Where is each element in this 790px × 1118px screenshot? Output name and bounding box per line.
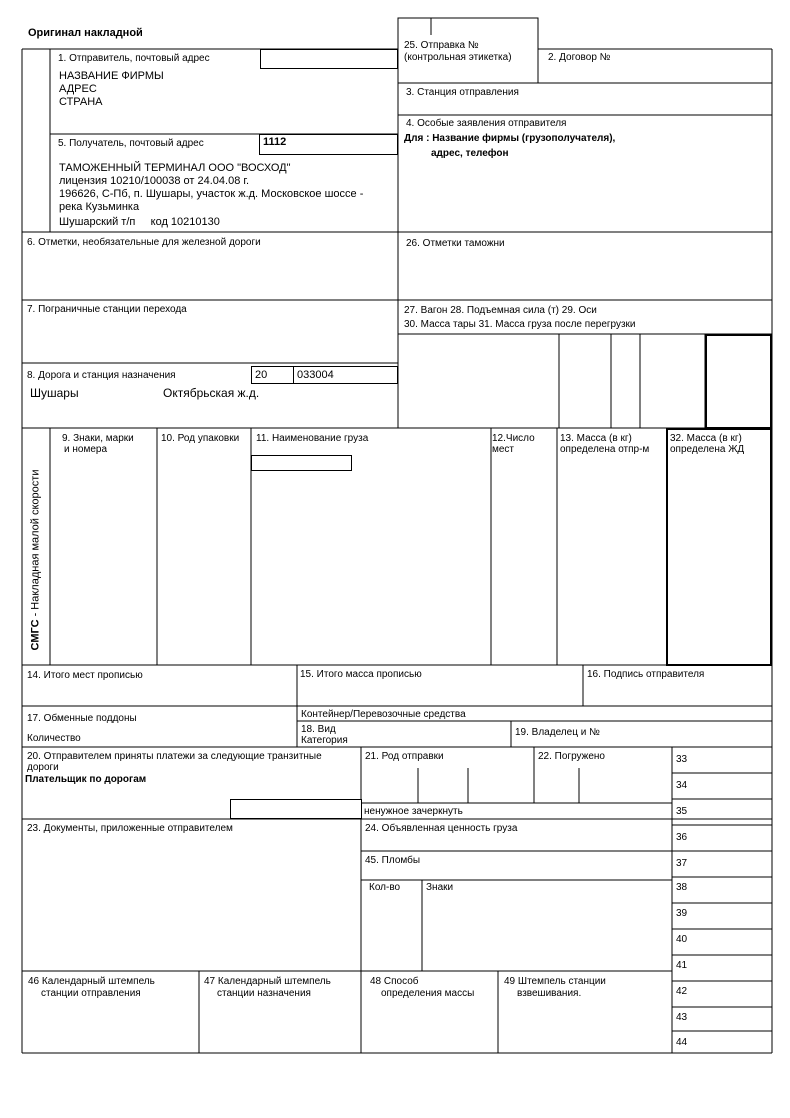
col10-header: 10. Род упаковки bbox=[161, 433, 240, 444]
cargo-mass-after-reload-box[interactable] bbox=[705, 334, 772, 429]
col11-header: 11. Наименование груза bbox=[256, 433, 369, 444]
stamp49-label-sub: взвешивания. bbox=[517, 988, 582, 999]
box6-label: 6. Отметки, необязательные для железной дороги bbox=[27, 237, 261, 248]
box20-label: 20. Отправителем приняты платежи за следующие транзитные bbox=[27, 751, 322, 762]
box19-owner: 19. Владелец и № bbox=[515, 727, 600, 738]
stamp47-label-sub: станции назначения bbox=[217, 988, 311, 999]
box17-quantity: Количество bbox=[27, 733, 81, 744]
cell-33: 33 bbox=[676, 754, 688, 765]
seals-qty-header: Кол-во bbox=[369, 882, 401, 893]
stamp47-label: 47 Календарный штемпель bbox=[204, 976, 331, 987]
cell-39: 39 bbox=[676, 908, 688, 919]
col13-header: 13. Масса (в кг) bbox=[560, 433, 632, 444]
cell-44: 44 bbox=[676, 1037, 688, 1048]
side-label bbox=[30, 470, 43, 651]
box24-label: 24. Объявленная ценность груза bbox=[365, 823, 518, 834]
stamp48-label: 48 Способ bbox=[370, 976, 419, 987]
col12-header: 12.Число bbox=[492, 433, 535, 444]
recipient-code-field[interactable]: 1112 bbox=[259, 134, 398, 155]
box22-label: 22. Погружено bbox=[538, 751, 605, 762]
recipient-line1: ТАМОЖЕННЫЙ ТЕРМИНАЛ ООО "ВОСХОД" bbox=[59, 162, 291, 174]
payer-field[interactable] bbox=[230, 799, 362, 819]
cell-36: 36 bbox=[676, 832, 688, 843]
cell-41: 41 bbox=[676, 960, 688, 971]
special-statements-line2: адрес, телефон bbox=[431, 148, 509, 159]
box27-line2: 30. Масса тары 31. Масса груза после перегрузки bbox=[404, 319, 636, 330]
box7-label: 7. Пограничные станции перехода bbox=[27, 304, 187, 315]
strike-note: ненужное зачеркнуть bbox=[364, 806, 463, 817]
box14-label: 14. Итого мест прописью bbox=[27, 670, 143, 681]
recipient-line5: Шушарский т/п код 10210130 bbox=[59, 216, 220, 228]
cell-42: 42 bbox=[676, 986, 688, 997]
containers-label: Контейнер/Перевозочные средства bbox=[301, 709, 466, 720]
shipment-label: 25. Отправка № bbox=[404, 40, 479, 51]
side-label-rest: - Накладная малой скорости bbox=[29, 469, 42, 620]
box27-line1: 27. Вагон 28. Подъемная сила (т) 29. Оси bbox=[404, 305, 597, 316]
sender-label: 1. Отправитель, почтовый адрес bbox=[58, 53, 210, 64]
destination-road: Октябрьская ж.д. bbox=[163, 386, 260, 400]
recipient-label: 5. Получатель, почтовый адрес bbox=[58, 138, 204, 149]
destination-station: Шушары bbox=[30, 386, 79, 400]
box20-label-sub: дороги bbox=[27, 762, 59, 773]
sender-address: АДРЕС bbox=[59, 83, 97, 95]
recipient-line3: 196626, С-Пб, п. Шушары, участок ж.д. Московское шоссе - bbox=[59, 188, 364, 200]
sender-code-field[interactable] bbox=[260, 49, 398, 69]
box20-payer: Плательщик по дорогам bbox=[25, 774, 147, 785]
box15-label: 15. Итого масса прописью bbox=[300, 669, 422, 680]
box18-category: Категория bbox=[301, 735, 348, 746]
col9-header-sub: и номера bbox=[64, 444, 108, 455]
mass-rail-box[interactable] bbox=[666, 428, 772, 666]
stamp46-label-sub: станции отправления bbox=[41, 988, 141, 999]
stamp49-label: 49 Штемпель станции bbox=[504, 976, 606, 987]
col32-header-sub: определена ЖД bbox=[670, 444, 745, 455]
box21-label: 21. Род отправки bbox=[365, 751, 444, 762]
box8-label: 8. Дорога и станция назначения bbox=[27, 370, 176, 381]
departure-station-label: 3. Станция отправления bbox=[406, 87, 519, 98]
page-title: Оригинал накладной bbox=[28, 27, 143, 39]
stamp48-label-sub: определения массы bbox=[381, 988, 475, 999]
cell-38: 38 bbox=[676, 882, 688, 893]
special-statements-label: 4. Особые заявления отправителя bbox=[406, 118, 567, 129]
stamp46-label: 46 Календарный штемпель bbox=[28, 976, 155, 987]
cell-35: 35 bbox=[676, 806, 688, 817]
box23-label: 23. Документы, приложенные отправителем bbox=[27, 823, 233, 834]
cell-37: 37 bbox=[676, 858, 688, 869]
cell-34: 34 bbox=[676, 780, 688, 791]
station-code-field[interactable]: 033004 bbox=[293, 366, 398, 384]
road-code-field[interactable]: 20 bbox=[251, 366, 294, 384]
recipient-line2: лицензия 10210/100038 от 24.04.08 г. bbox=[59, 175, 250, 187]
contract-label: 2. Договор № bbox=[548, 52, 611, 63]
sender-name: НАЗВАНИЕ ФИРМЫ bbox=[59, 70, 164, 82]
seals-marks-header: Знаки bbox=[426, 882, 454, 893]
box16-label: 16. Подпись отправителя bbox=[587, 669, 705, 680]
col32-header: 32. Масса (в кг) bbox=[670, 433, 742, 444]
special-statements-line1: Для : Название фирмы (грузополучателя), bbox=[404, 133, 616, 144]
cell-40: 40 bbox=[676, 934, 688, 945]
sender-country: СТРАНА bbox=[59, 96, 103, 108]
box45-label: 45. Пломбы bbox=[365, 855, 421, 866]
recipient-line4: река Кузьминка bbox=[59, 201, 140, 213]
col9-header: 9. Знаки, марки bbox=[62, 433, 134, 444]
side-label-bold: СМГС bbox=[29, 619, 42, 651]
box17-label: 17. Обменные поддоны bbox=[27, 713, 137, 724]
shipment-label-sub: (контрольная этикетка) bbox=[404, 52, 512, 63]
cell-43: 43 bbox=[676, 1012, 688, 1023]
box18-kind: 18. Вид bbox=[301, 724, 336, 735]
cargo-name-field[interactable] bbox=[251, 455, 352, 471]
col12-header-sub: мест bbox=[492, 444, 515, 455]
box26-label: 26. Отметки таможни bbox=[406, 238, 505, 249]
col13-header-sub: определена отпр-м bbox=[560, 444, 650, 455]
